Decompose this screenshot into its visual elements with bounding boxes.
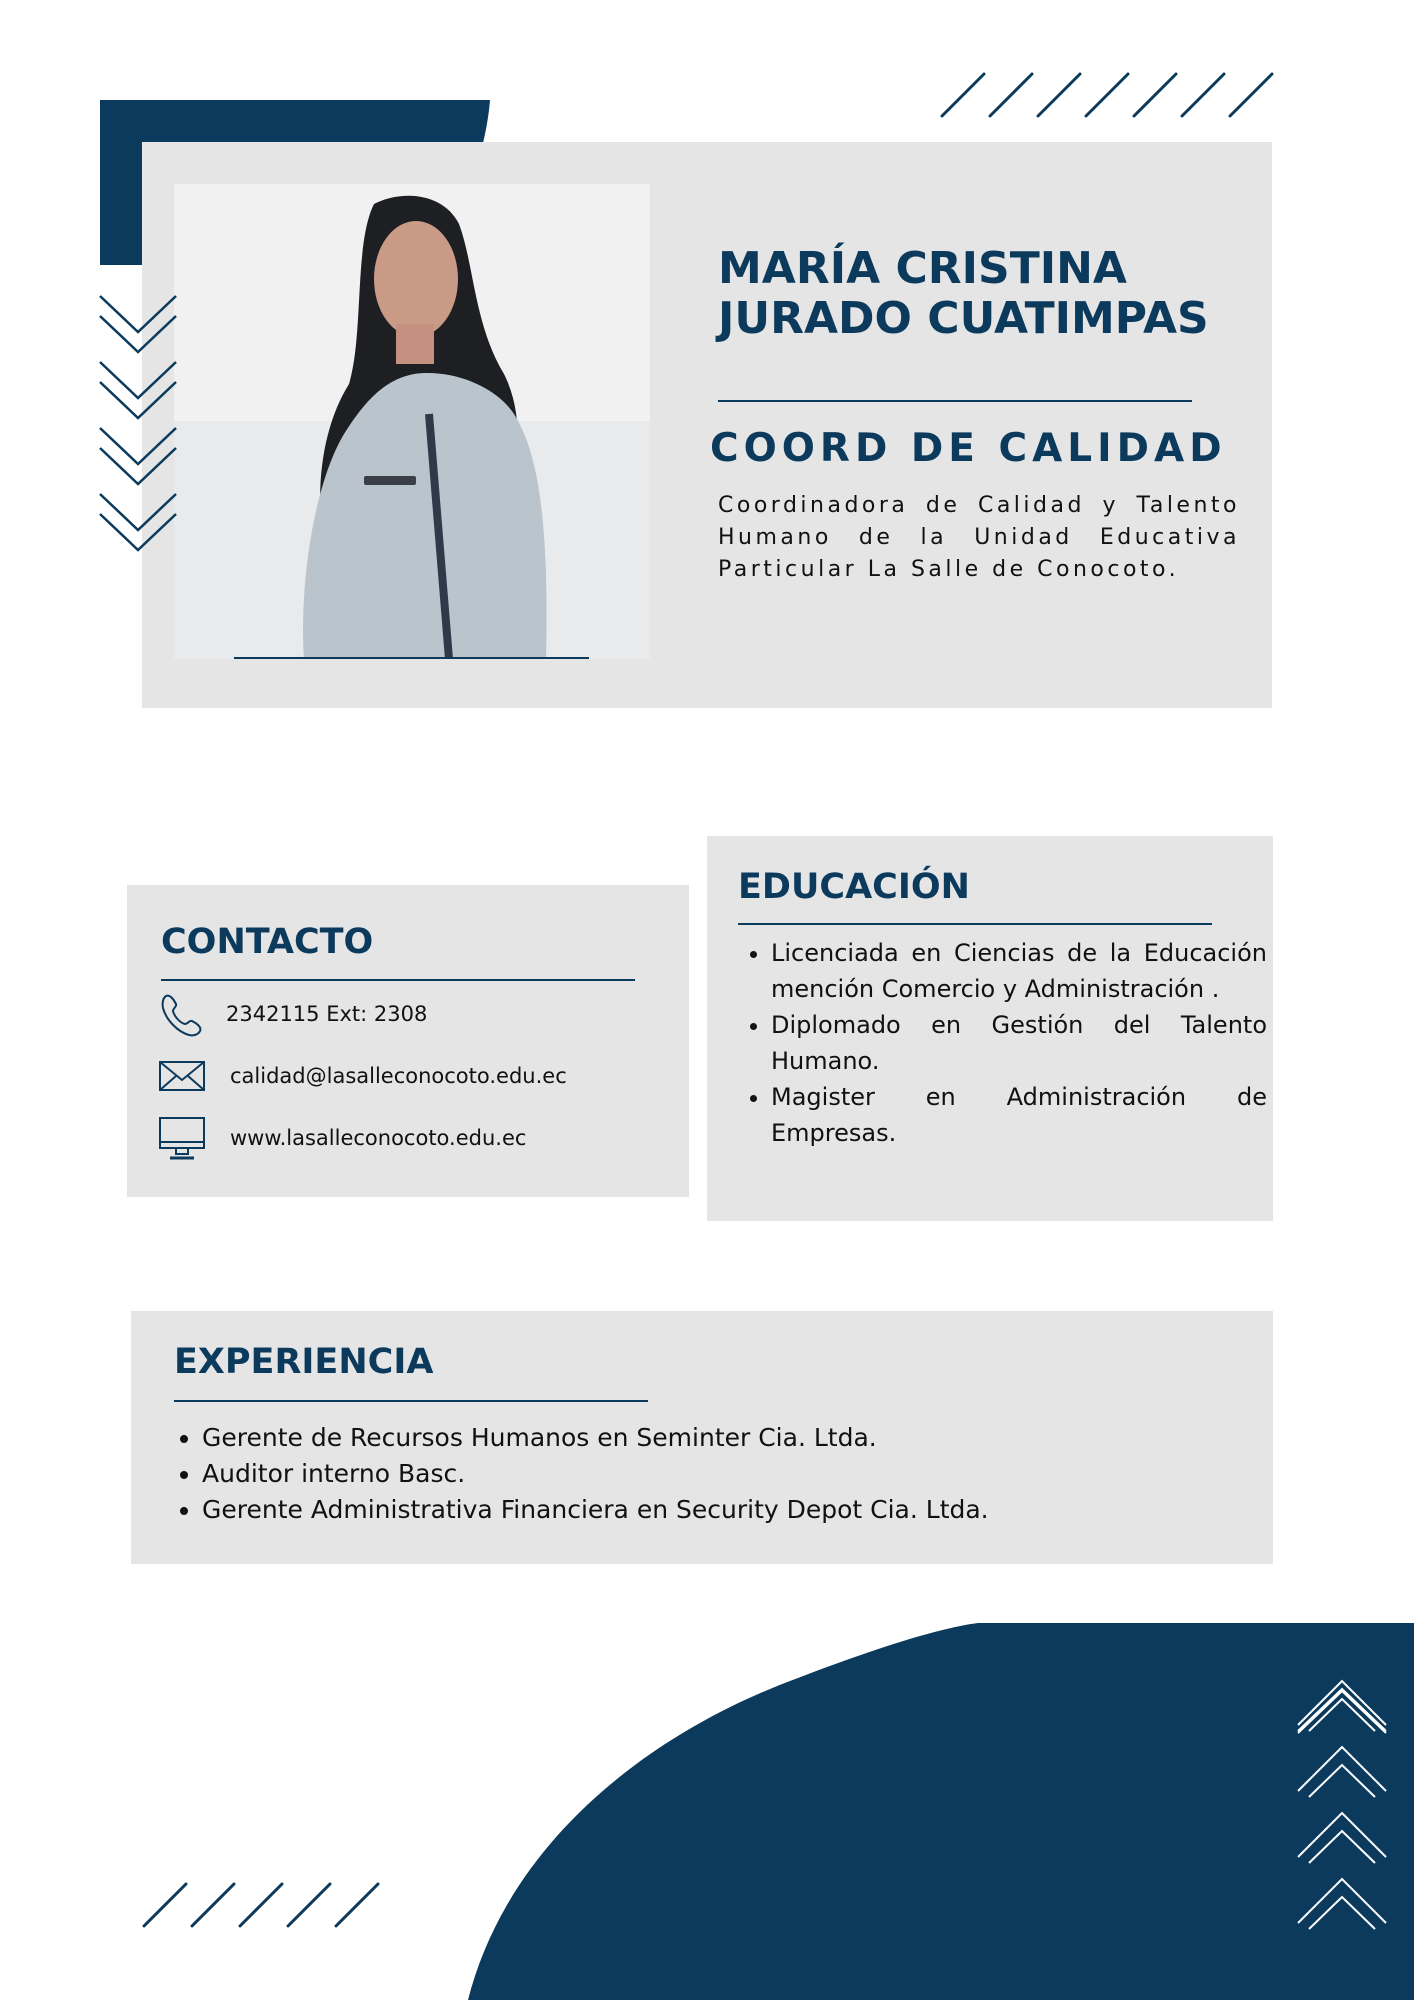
email-link[interactable]: calidad@lasalleconocoto.edu.ec	[230, 1064, 567, 1088]
decorative-chevrons-down	[98, 292, 178, 552]
decorative-stripes-bottom	[140, 1880, 390, 1930]
job-title: COORD DE CALIDAD	[710, 426, 1227, 471]
education-item: • Licenciada en Ciencias de la Educación mención Comercio y Administración .	[771, 935, 1267, 1007]
profile-photo	[174, 184, 650, 659]
person-name	[718, 244, 1258, 344]
experience-item: • Gerente de Recursos Humanos en Seminter Cia. Ltda.	[202, 1420, 1262, 1456]
website-link[interactable]: www.lasalleconocoto.edu.ec	[230, 1126, 527, 1150]
experience-heading: EXPERIENCIA	[174, 1342, 434, 1382]
experience-list	[176, 1420, 1262, 1528]
name-divider	[718, 400, 1192, 402]
contact-divider	[161, 979, 635, 981]
experience-divider	[174, 1400, 648, 1402]
decorative-bottom-shape	[468, 1623, 1414, 2000]
phone-number: 2342115 Ext: 2308	[226, 1002, 428, 1026]
envelope-icon	[158, 1052, 206, 1100]
contact-email-row	[158, 1052, 567, 1100]
education-item: • Diplomado en Gestión del Talento Humano.	[771, 1007, 1267, 1079]
contact-website-row	[158, 1114, 526, 1162]
education-item: • Magister en Administración de Empresas.	[771, 1079, 1267, 1151]
job-description: Coordinadora de Calidad y Talento Humano de la Unidad Educativa Particular La Salle de Conocoto.	[718, 493, 1240, 582]
phone-icon	[158, 990, 206, 1038]
decorative-stripes-top	[940, 70, 1275, 120]
experience-item: • Auditor interno Basc.	[202, 1456, 1262, 1492]
contact-heading: CONTACTO	[161, 922, 374, 962]
name-line-1: MARÍA CRISTINA	[718, 243, 1127, 294]
decorative-chevrons-up	[1295, 1675, 1390, 1935]
experience-item: • Gerente Administrativa Financiera en Security Depot Cia. Ltda.	[202, 1492, 1262, 1528]
education-heading: EDUCACIÓN	[738, 867, 970, 907]
monitor-icon	[158, 1114, 206, 1162]
education-divider	[738, 923, 1212, 925]
person-silhouette	[174, 184, 650, 659]
education-list	[745, 935, 1267, 1151]
name-line-2: JURADO CUATIMPAS	[718, 293, 1209, 344]
contact-phone-row	[158, 990, 427, 1038]
